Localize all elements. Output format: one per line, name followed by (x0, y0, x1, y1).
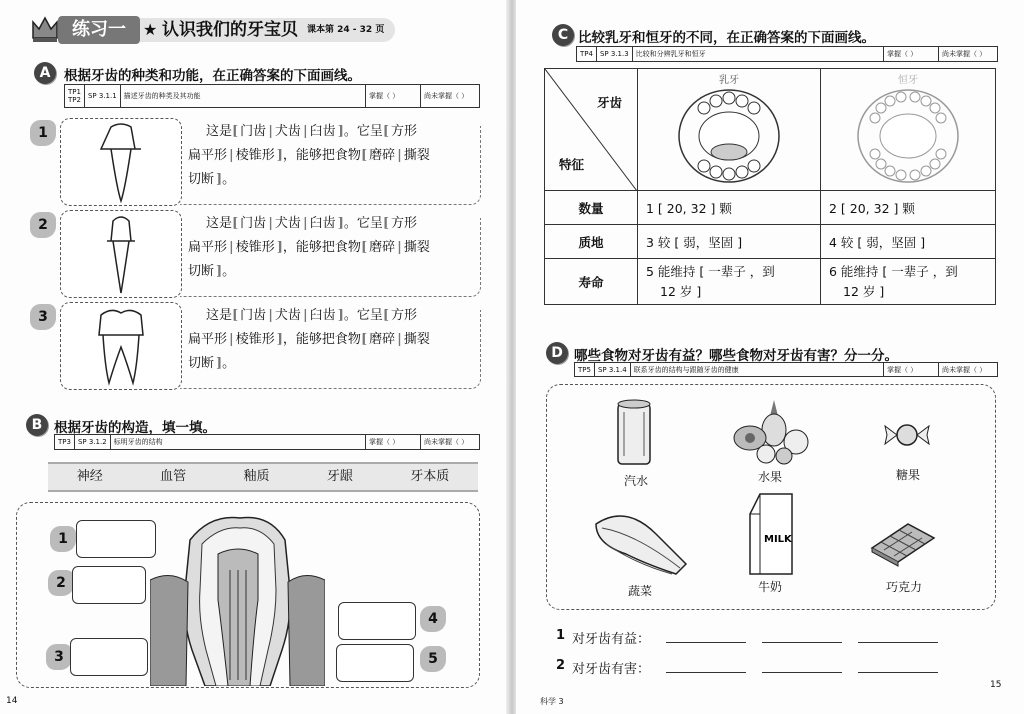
answer-line-bad-2[interactable] (762, 672, 842, 673)
option-molar[interactable]: 臼齿 (309, 308, 336, 323)
option-flat[interactable]: 扁平形 (188, 332, 228, 347)
answer-label-good: 对牙齿有益： (572, 632, 651, 647)
answer-box-3[interactable] (70, 638, 148, 676)
section-b-question: 根据牙齿的构造，填一填。 (54, 420, 216, 436)
option-square[interactable]: 方形 (391, 308, 418, 323)
word-bank-item: 神经 (76, 469, 103, 484)
permanent-lifespan-line1: 6 能维持 [ 一辈子 ，到 (829, 263, 958, 279)
answer-line-good-3[interactable] (858, 642, 938, 643)
section-d-codebar: TP5 SP 3.1.4 联系牙齿的结构与跟随牙齿的健康 掌握（ ） 尚未掌握（ ） (574, 362, 998, 377)
food-label-candy: 糖果 (895, 468, 920, 482)
label-number-4: 4 (420, 606, 446, 632)
incisor-tooth-icon (61, 119, 181, 205)
tooth-picture-box (60, 302, 182, 390)
baby-quantity-option[interactable]: 1 [ 20, 32 ] 颗 (638, 191, 821, 225)
permanent-teeth-cell (821, 69, 996, 191)
option-grind[interactable]: 磨碎 (369, 240, 396, 255)
option-flat[interactable]: 扁平形 (188, 240, 228, 255)
option-canine[interactable]: 犬齿 (274, 216, 301, 231)
item-number: 2 (30, 212, 56, 238)
chocolate-icon[interactable] (868, 518, 938, 572)
exercise-tag: 练习一 (58, 16, 140, 44)
canine-tooth-icon (61, 211, 181, 297)
baby-lifespan-line1: 5 能维持 [ 一辈子 ，到 (646, 263, 775, 279)
option-square[interactable]: 方形 (391, 216, 418, 231)
sentence-text: ，能够把食物 (282, 148, 361, 163)
answer-line-bad-1[interactable] (666, 672, 746, 673)
sentence-text: 。它呈 (343, 308, 383, 323)
food-label-milk: 牛奶 (757, 580, 782, 594)
permanent-teeth-caption: 恒牙 (898, 74, 918, 86)
option-cut[interactable]: 切断 (188, 172, 215, 187)
sentence-text: 这是 (206, 308, 233, 323)
food-label-chocolate: 巧克力 (885, 580, 922, 594)
sentence-text: 。 (222, 356, 236, 371)
crown-icon (30, 14, 60, 44)
option-cut[interactable]: 切断 (188, 356, 215, 371)
item-number: 1 (30, 120, 56, 146)
row-label-quantity: 数量 (545, 191, 638, 225)
answer-number-2: 2 (556, 658, 566, 673)
answer-box-4[interactable] (338, 602, 416, 640)
option-incisor[interactable]: 门齿 (240, 216, 267, 231)
sentence-text: 。 (222, 172, 236, 187)
answer-label-bad: 对牙齿有害： (572, 662, 651, 677)
tooth-picture-box (60, 210, 182, 298)
vegetable-icon[interactable] (586, 504, 696, 584)
word-bank-item: 牙龈 (326, 469, 353, 484)
permanent-texture-option[interactable]: 4 较 [ 弱，坚固 ] (821, 225, 996, 259)
item-sentence: 这是[ 门齿 | 犬齿 | 臼齿 ]。它呈[ 方形 扁平形 | 棱锥形 ]，能够把食物[ 磨碎 | 撕裂 切断 ]。 (186, 304, 482, 376)
sentence-text: 。 (222, 264, 236, 279)
food-label-soda: 汽水 (623, 474, 648, 488)
section-b-badge: B (26, 414, 48, 436)
section-c-badge: C (552, 24, 574, 46)
option-flat[interactable]: 扁平形 (188, 148, 228, 163)
page-number: 14 (6, 696, 18, 706)
word-bank-item: 血管 (160, 469, 187, 484)
baby-texture-option[interactable]: 3 较 [ 弱，坚固 ] (638, 225, 821, 259)
soda-can-icon[interactable] (614, 398, 654, 472)
permanent-teeth-illustration (853, 86, 963, 186)
answer-line-good-1[interactable] (666, 642, 746, 643)
option-pyramid[interactable]: 棱锥形 (235, 240, 275, 255)
baby-teeth-cell (638, 69, 821, 191)
option-tear[interactable]: 撕裂 (403, 148, 430, 163)
answer-box-2[interactable] (72, 566, 146, 604)
baby-teeth-illustration (674, 86, 784, 186)
section-b-codebar: TP3 SP 3.1.2 标明牙齿的结构 掌握（ ） 尚未掌握（ ） (54, 434, 480, 450)
table-header-corner (545, 69, 638, 191)
option-molar[interactable]: 臼齿 (309, 216, 336, 231)
item-sentence: 这是[ 门齿 | 犬齿 | 臼齿 ]。它呈[ 方形 扁平形 | 棱锥形 ]，能够把食物[ 磨碎 | 撕裂 切断 ]。 (186, 212, 482, 284)
label-number-1: 1 (50, 526, 76, 552)
header-teeth: 牙齿 (597, 95, 623, 110)
label-number-5: 5 (420, 646, 446, 672)
option-pyramid[interactable]: 棱锥形 (235, 148, 275, 163)
item-number: 3 (30, 304, 56, 330)
milk-carton-label: MILK (764, 534, 792, 545)
section-c-codebar: TP4 SP 3.1.3 比较和分辨乳牙和恒牙 掌握（ ） 尚未掌握（ ） (576, 46, 998, 62)
section-a-codebar: TP1 TP2 SP 3.1.1 描述牙齿的种类及其功能 掌握（ ） 尚未掌握（ ） (64, 84, 480, 108)
option-canine[interactable]: 犬齿 (274, 124, 301, 139)
page-number: 15 (990, 680, 1002, 690)
sentence-text: ，能够把食物 (282, 332, 361, 347)
answer-box-5[interactable] (336, 644, 414, 682)
answer-line-bad-3[interactable] (858, 672, 938, 673)
page-title: 认识我们的牙宝贝 (162, 20, 298, 40)
option-grind[interactable]: 磨碎 (369, 332, 396, 347)
row-label-texture: 质地 (545, 225, 638, 259)
sentence-text: 。它呈 (343, 216, 383, 231)
fruit-icon[interactable] (726, 396, 816, 470)
sentence-text: ，能够把食物 (282, 240, 361, 255)
sentence-text: 这是 (206, 124, 233, 139)
tooth-picture-box (60, 118, 182, 206)
section-c-question: 比较乳牙和恒牙的不同，在正确答案的下面画线。 (578, 30, 875, 46)
section-d-question: 哪些食物对牙齿有益？哪些食物对牙齿有害？分一分。 (574, 348, 898, 364)
option-grind[interactable]: 磨碎 (369, 148, 396, 163)
candy-icon[interactable] (882, 418, 932, 456)
row-label-lifespan: 寿命 (545, 259, 638, 305)
left-page (0, 0, 508, 714)
header-feature: 特征 (559, 157, 585, 172)
food-label-vegetable: 蔬菜 (627, 584, 652, 598)
label-number-3: 3 (46, 644, 72, 670)
section-a-question: 根据牙齿的种类和功能，在正确答案的下面画线。 (64, 68, 361, 84)
option-cut[interactable]: 切断 (188, 264, 215, 279)
option-incisor[interactable]: 门齿 (240, 308, 267, 323)
permanent-quantity-option[interactable]: 2 [ 20, 32 ] 颗 (821, 191, 996, 225)
option-tear[interactable]: 撕裂 (403, 332, 430, 347)
item-sentence: 这是[ 门齿 | 犬齿 | 臼齿 ]。它呈[ 方形 扁平形 | 棱锥形 ]，能够把食物[ 磨碎 | 撕裂 切断 ]。 (186, 120, 482, 192)
baby-lifespan-option[interactable] (638, 259, 821, 305)
answer-number-1: 1 (556, 628, 566, 643)
tooth-cross-section-diagram (150, 510, 325, 686)
option-canine[interactable]: 犬齿 (274, 308, 301, 323)
star-icon: ★ (143, 20, 158, 39)
section-a-badge: A (34, 62, 56, 84)
right-page (516, 0, 1024, 714)
option-tear[interactable]: 撕裂 (403, 240, 430, 255)
footer-subject: 科学 3 (540, 697, 564, 706)
textbook-ref: 课本第 24 - 32 页 (307, 25, 385, 35)
word-bank-item: 牙本质 (410, 469, 450, 484)
permanent-lifespan-option[interactable] (821, 259, 996, 305)
option-pyramid[interactable]: 棱锥形 (235, 332, 275, 347)
sentence-text: 。它呈 (343, 124, 383, 139)
milk-carton-icon[interactable] (742, 490, 800, 582)
word-bank (48, 462, 478, 492)
option-square[interactable]: 方形 (391, 124, 418, 139)
label-number-2: 2 (48, 570, 74, 596)
molar-tooth-icon (61, 303, 181, 389)
food-label-fruit: 水果 (757, 470, 782, 484)
answer-box-1[interactable] (76, 520, 156, 558)
sentence-text: 这是 (206, 216, 233, 231)
option-incisor[interactable]: 门齿 (240, 124, 267, 139)
comparison-table (544, 68, 996, 305)
baby-lifespan-line2: 12 岁 ] (660, 283, 702, 299)
section-d-badge: D (546, 342, 568, 364)
baby-teeth-caption: 乳牙 (719, 74, 739, 86)
option-molar[interactable]: 臼齿 (309, 124, 336, 139)
permanent-lifespan-line2: 12 岁 ] (843, 283, 885, 299)
answer-line-good-2[interactable] (762, 642, 842, 643)
word-bank-item: 釉质 (243, 469, 270, 484)
